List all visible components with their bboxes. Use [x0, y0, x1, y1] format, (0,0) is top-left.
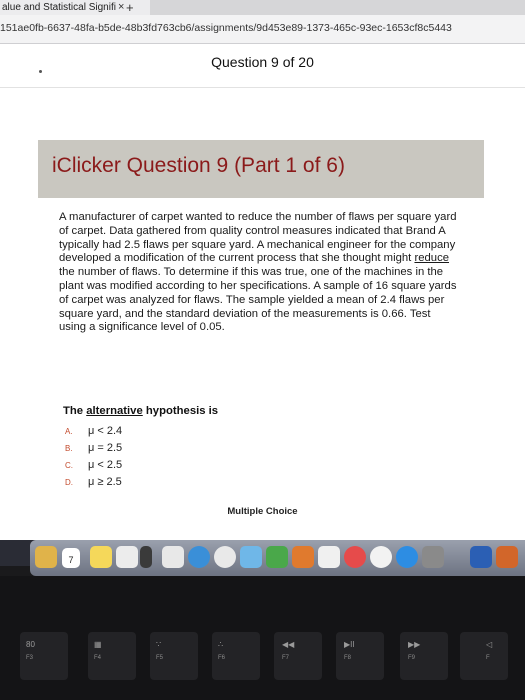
choice-c[interactable] [65, 459, 122, 471]
powerpoint-icon[interactable] [496, 546, 518, 568]
launchpad-icon[interactable] [162, 546, 184, 568]
url-text: 151ae0fb-6637-48fa-b5de-48b3fd763cb6/assignments/9d453e89-1373-465c-93ec-1653cf8c5443 [0, 22, 452, 34]
pages-icon[interactable] [318, 546, 340, 568]
fkey-label: F [486, 655, 490, 661]
mute-icon: ◁ [486, 640, 493, 649]
preview-icon[interactable] [240, 546, 262, 568]
system-preferences-icon[interactable] [422, 546, 444, 568]
choice-text: μ ≥ 2.5 [88, 476, 122, 488]
chrome-icon[interactable] [214, 546, 236, 568]
fkey-label: F4 [94, 655, 102, 661]
bullet-dot-icon [39, 70, 42, 73]
question-page [0, 44, 525, 540]
keyboard-brightness-down-icon: ∵ [156, 640, 162, 649]
choice-d[interactable] [65, 476, 122, 488]
music-icon[interactable] [370, 546, 392, 568]
app-store-icon[interactable] [396, 546, 418, 568]
address-bar[interactable] [0, 15, 525, 44]
question-banner [38, 140, 484, 198]
choice-letter: B. [65, 444, 73, 453]
key-f10[interactable] [460, 632, 508, 680]
safari-icon[interactable] [188, 546, 210, 568]
body-part1: A manufacturer of carpet wanted to reduce the number of flaws per square yard of carpet. Data gathered from quality control measures indicated that Brand A typically had 2.5 flaws per square yard. A mechanical engineer for the company developed a modification of the current process that she thought might [59, 211, 457, 265]
prompt-after: hypothesis is [142, 405, 219, 417]
dock [30, 540, 525, 576]
numbers-icon[interactable] [266, 546, 288, 568]
question-body [59, 211, 459, 335]
prompt-before: The [63, 405, 87, 417]
mission-control-icon: 80 [26, 640, 35, 649]
new-tab-icon[interactable]: + [126, 0, 134, 15]
choice-a[interactable] [65, 425, 122, 437]
question-counter: Question 9 of 20 [211, 54, 314, 70]
choice-text: μ = 2.5 [88, 442, 123, 454]
rewind-icon: ◀◀ [282, 640, 295, 649]
choice-letter: A. [65, 427, 73, 436]
fast-forward-icon: ▶▶ [408, 640, 421, 649]
play-pause-icon: ▶II [344, 640, 355, 649]
body-underlined: reduce [414, 252, 449, 265]
fkey-label: F6 [218, 655, 226, 661]
keyboard-brightness-up-icon: ∴ [218, 640, 224, 649]
question-prompt [63, 405, 218, 417]
choice-b[interactable] [65, 442, 122, 454]
banner-title: iClicker Question 9 (Part 1 of 6) [52, 154, 345, 177]
choice-letter: D. [65, 478, 73, 487]
fkey-label: F8 [344, 655, 352, 661]
fkey-label: F3 [26, 655, 34, 661]
close-tab-icon[interactable]: × [118, 1, 125, 13]
terminal-icon[interactable] [140, 546, 152, 568]
choice-text: μ < 2.4 [88, 425, 123, 437]
tab-title: alue and Statistical Signifi [2, 2, 116, 13]
tab-bar [0, 0, 525, 15]
finder-icon[interactable] [35, 546, 57, 568]
news-icon[interactable] [344, 546, 366, 568]
question-type-label: Multiple Choice [227, 506, 298, 517]
calendar-icon[interactable] [62, 548, 80, 568]
keynote-icon[interactable] [292, 546, 314, 568]
reminders-icon[interactable] [116, 546, 138, 568]
calendar-day: 7 [68, 555, 74, 565]
word-icon[interactable] [470, 546, 492, 568]
body-part2: the number of flaws. To determine if this was true, one of the machines in the plant was modified according to her specifications. A sample of 16 square yards of carpet was analyzed for flaws. The sample yielded a mean of 2.4 flaws per square yard, and the standard deviation of the measurements is 0.66. Test using a significance level of 0.05. [59, 266, 457, 334]
notes-icon[interactable] [90, 546, 112, 568]
prompt-underlined: alternative [86, 405, 143, 417]
launchpad-key-icon: ▦ [94, 640, 102, 649]
fkey-label: F7 [282, 655, 290, 661]
fkey-label: F5 [156, 655, 164, 661]
header-divider [0, 87, 525, 88]
choice-text: μ < 2.5 [88, 459, 123, 471]
fkey-label: F9 [408, 655, 416, 661]
choice-letter: C. [65, 461, 73, 470]
